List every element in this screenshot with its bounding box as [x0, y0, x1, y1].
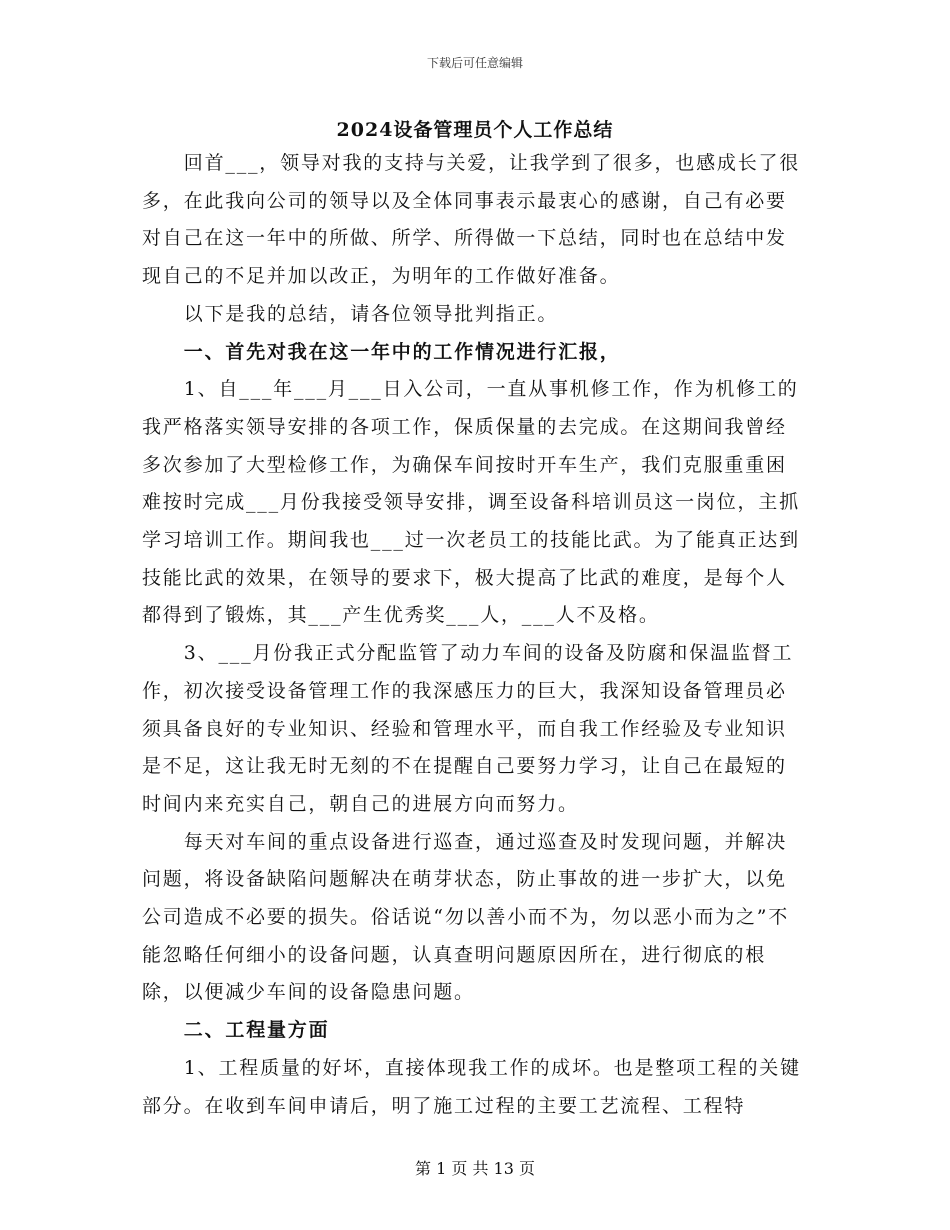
- paragraph: 每天对车间的重点设备进行巡查，通过巡查及时发现问题，并解决问题，将设备缺陷问题解决在萌芽状态，防止事故的进一步扩大，以免公司造成不必要的损失。俗话说“勿以善小而不为，勿以恶小而为之”不能忽略任何细小的设备问题，认真查明问题原因所在，进行彻底的根除，以便减少车间的设备隐患问题。: [142, 830, 790, 1004]
- paragraph: 回首___，领导对我的支持与关爱，让我学到了很多，也感成长了很多，在此我向公司的领导以及全体同事表示最衷心的感谢，自己有必要对自己在这一年中的所做、所学、所得做一下总结，同时也在总结中发现自己的不足并加以改正，为明年的工作做好准备。: [142, 152, 801, 288]
- paragraph: 3、___月份我正式分配监管了动力车间的设备及防腐和保温监督工作，初次接受设备管理工作的我深感压力的巨大，我深知设备管理员必须具备良好的专业知识、经验和管理水平，而自我工作经验及专业知识是不足，这让我无时无刻的不在提醒自己要努力学习，让自己在最短的时间内来充实自己，朝自己的进展方向而努力。: [142, 642, 794, 815]
- paragraph: 以下是我的总结，请各位领导批判指正。: [183, 302, 559, 325]
- section-heading: 二、工程量方面: [183, 1019, 330, 1042]
- paragraph: 1、工程质量的好坏，直接体现我工作的成坏。也是整项工程的关键部分。在收到车间申请后，明了施工过程的主要工艺流程、工程特: [142, 1056, 801, 1117]
- section-heading: 一、首先对我在这一年中的工作情况进行汇报，: [183, 340, 621, 363]
- page-header-note: 下载后可任意编辑: [426, 56, 523, 70]
- paragraph: 1、自___年___月___日入公司，一直从事机修工作，作为机修工的我严格落实领导安排的各项工作，保质保量的去完成。在这期间我曾经多次参加了大型检修工作，为确保车间按时开车生产，我们克服重重困难按时完成___月份我接受领导安排，调至设备科培训员这一岗位，主抓学习培训工作。期间我也___过一次老员工的技能比武。为了能真正达到技能比武的效果，在领导的要求下，极大提高了比武的难度，是每个人都得到了锻炼，其___产生优秀奖___人，___人不及格。: [142, 378, 800, 627]
- page-number: 第 1 页 共 13 页: [415, 1159, 535, 1178]
- document-body: [142, 145, 804, 1125]
- document-title: 2024设备管理员个人工作总结: [336, 119, 614, 141]
